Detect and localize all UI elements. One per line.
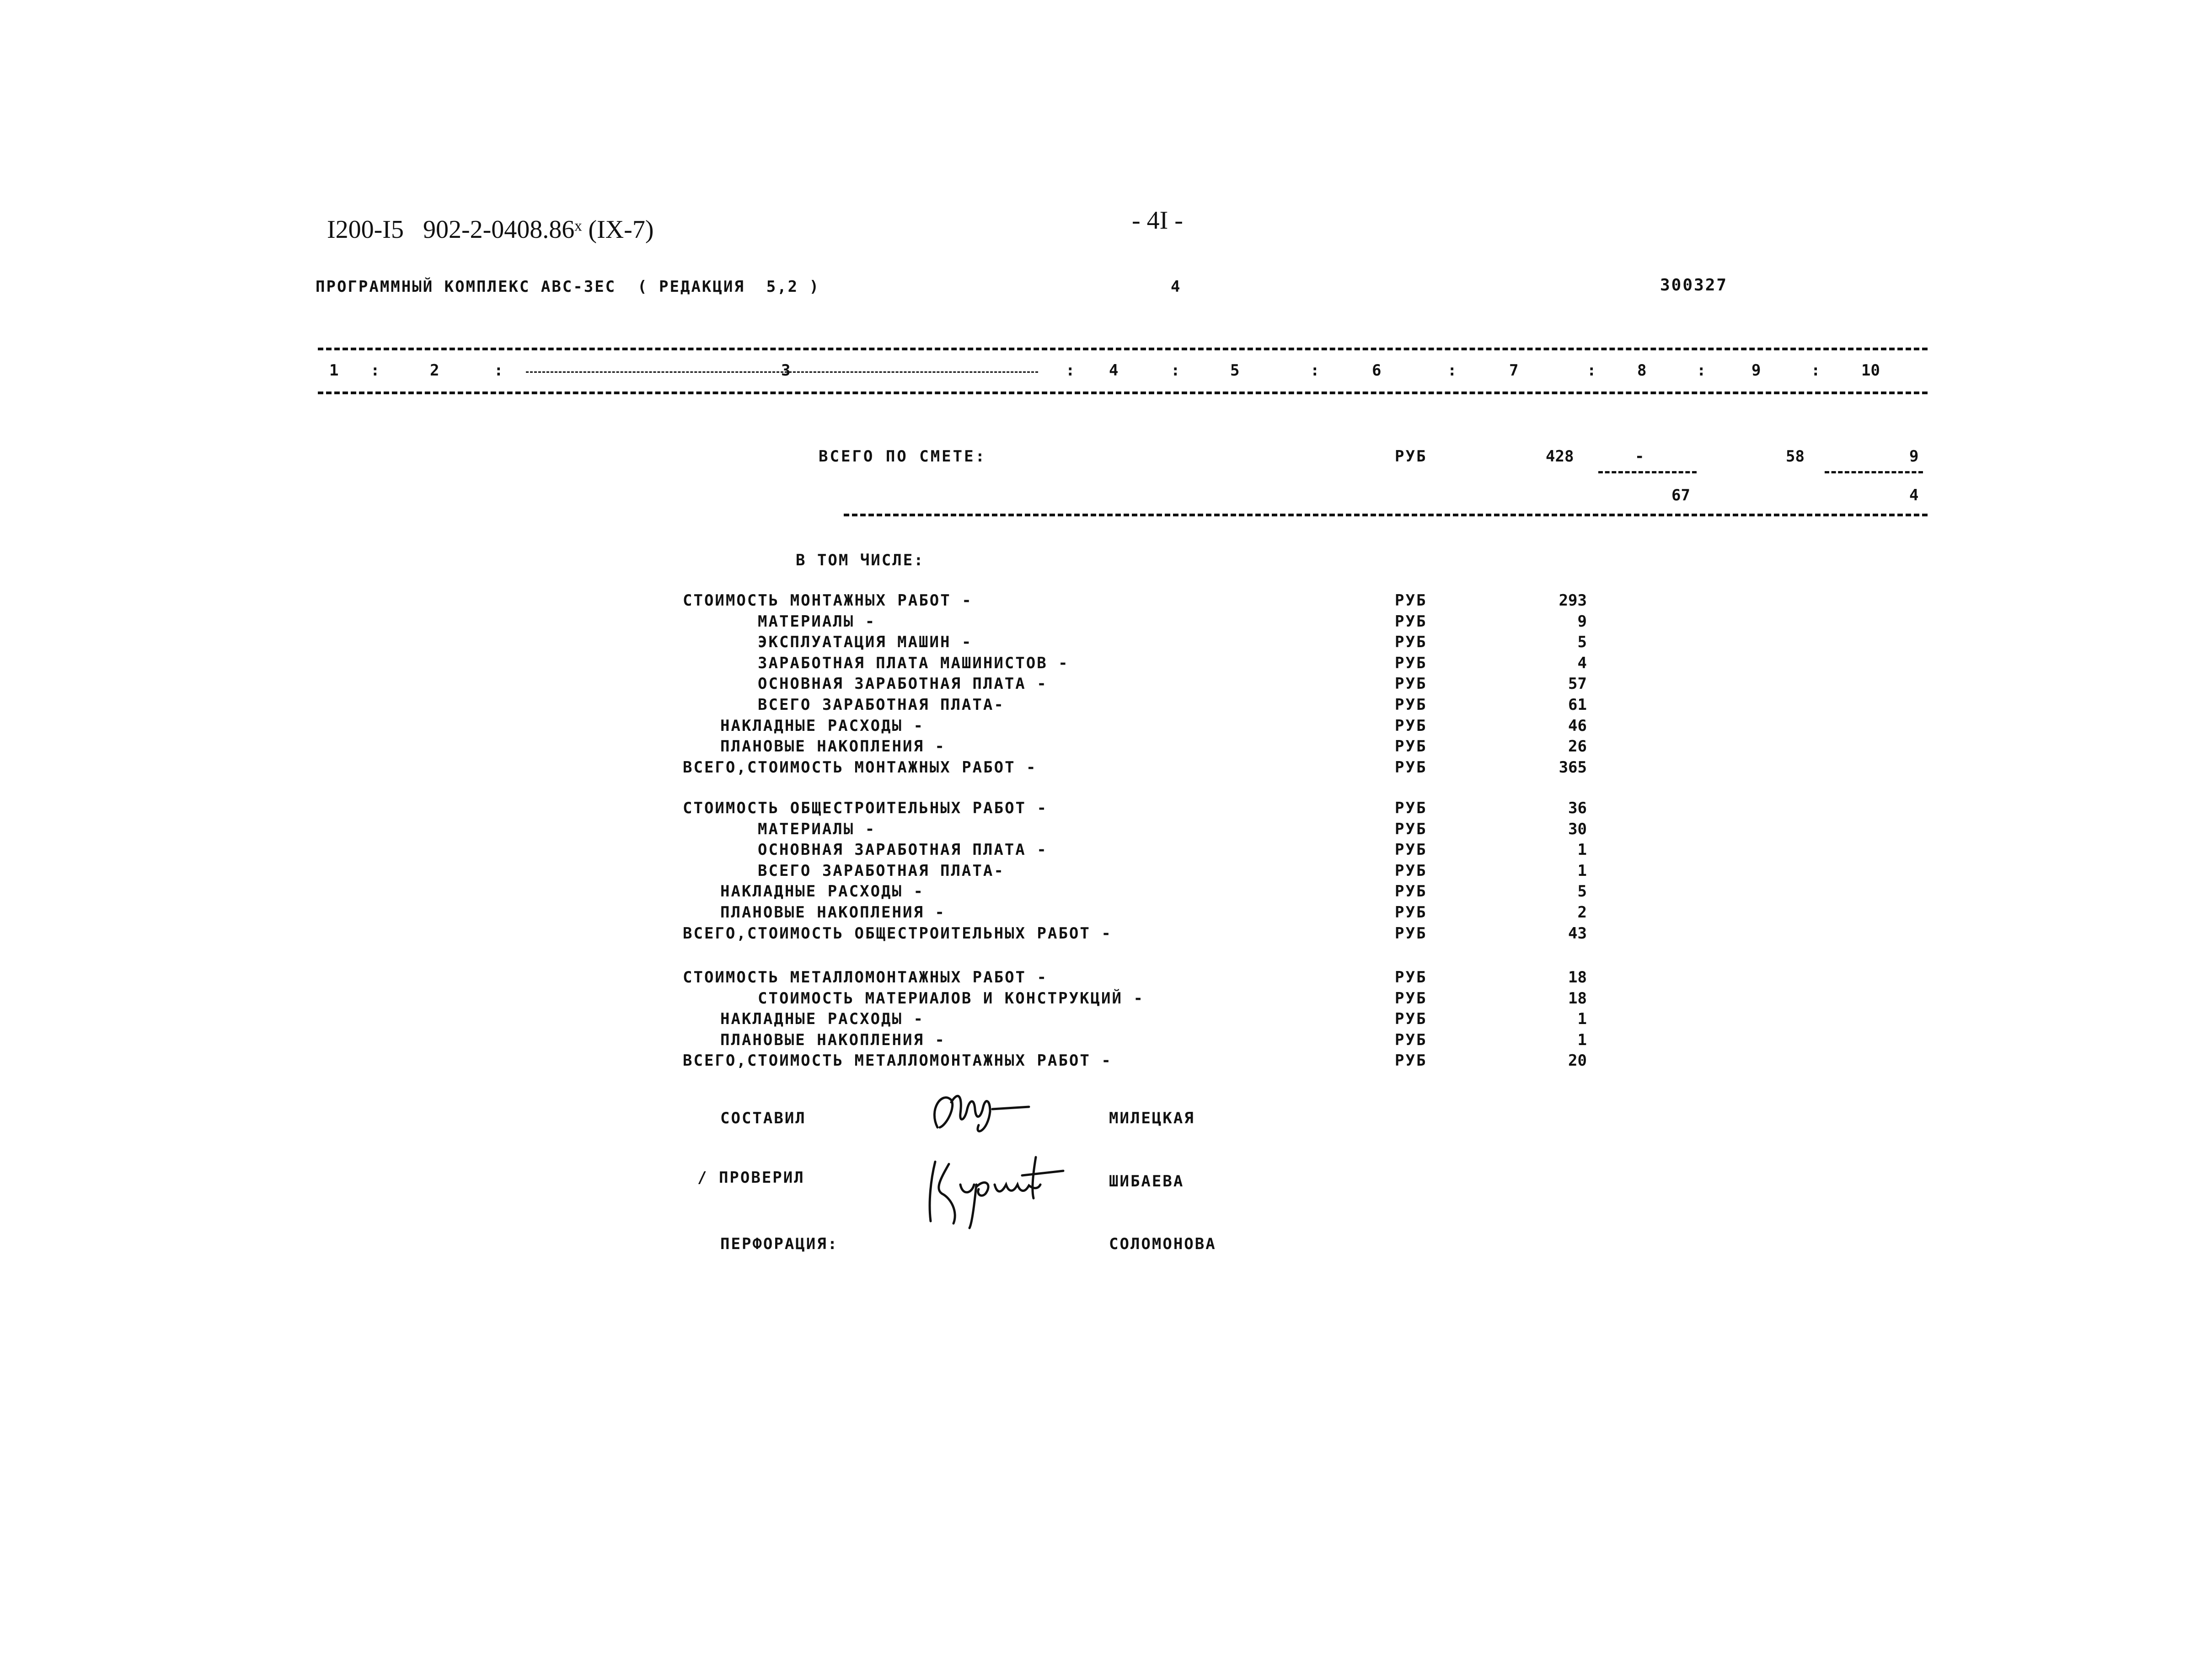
cost-row-unit: РУБ <box>1395 862 1427 880</box>
in-total-label: В ТОМ ЧИСЛЕ: <box>796 551 925 569</box>
cost-row-unit: РУБ <box>1395 989 1427 1008</box>
checked-signature <box>917 1143 1072 1230</box>
column-number: 7 <box>1509 361 1519 380</box>
checked-name: ШИБАЕВА <box>1109 1172 1184 1191</box>
cost-row-value: 57 <box>1568 675 1587 693</box>
checked-label: / ПРОВЕРИЛ <box>697 1169 805 1187</box>
header-bottom-rule <box>318 392 1928 394</box>
program-title: ПРОГРАММНЫЙ КОМПЛЕКС АВС-ЗЕС ( РЕДАКЦИЯ 5,2 ) <box>316 278 820 296</box>
cost-row-label: СТОИМОСТЬ ОБЩЕСТРОИТЕЛЬНЫХ РАБОТ - <box>683 799 1048 817</box>
column-numbers-row <box>320 361 1921 380</box>
cost-row-label: НАКЛАДНЫЕ РАСХОДЫ - <box>720 882 924 901</box>
cost-row-unit: РУБ <box>1395 841 1427 859</box>
column-separator: : <box>1066 361 1075 380</box>
total-unit: РУБ <box>1395 447 1427 466</box>
column-separator: : <box>1310 361 1320 380</box>
perforation-label: ПЕРФОРАЦИЯ: <box>720 1235 839 1253</box>
cost-row-value: 2 <box>1577 903 1587 922</box>
cost-row-unit: РУБ <box>1395 903 1427 922</box>
compiled-signature <box>924 1082 1043 1141</box>
total-col8: - <box>1635 447 1644 466</box>
column-number: 10 <box>1861 361 1880 380</box>
cost-row-unit: РУБ <box>1395 633 1427 651</box>
cost-row-unit: РУБ <box>1395 612 1427 631</box>
cost-row-unit: РУБ <box>1395 717 1427 735</box>
cost-row-unit: РУБ <box>1395 675 1427 693</box>
cost-row-value: 1 <box>1577 1010 1587 1028</box>
cost-row-value: 18 <box>1568 968 1587 987</box>
cost-row-label: СТОИМОСТЬ МОНТАЖНЫХ РАБОТ - <box>683 591 973 610</box>
cost-row-unit: РУБ <box>1395 758 1427 777</box>
cost-row-value: 36 <box>1568 799 1587 817</box>
cost-row-label: ЗАРАБОТНАЯ ПЛАТА МАШИНИСТОВ - <box>758 654 1069 672</box>
subtotal-rule-8 <box>1598 471 1697 473</box>
column-separator: : <box>1171 361 1180 380</box>
cost-row-label: ВСЕГО ЗАРАБОТНАЯ ПЛАТА- <box>758 696 1005 714</box>
program-page-number: 4 <box>1171 278 1180 296</box>
column-separator: : <box>370 361 380 380</box>
cost-row-value: 18 <box>1568 989 1587 1008</box>
cost-row-unit: РУБ <box>1395 799 1427 817</box>
cost-row-value: 1 <box>1577 1031 1587 1049</box>
column-number: 4 <box>1109 361 1119 380</box>
page-number: - 4I - <box>1132 206 1183 235</box>
column-number: 2 <box>430 361 439 380</box>
cost-row-unit: РУБ <box>1395 654 1427 672</box>
program-code: 300327 <box>1660 276 1728 295</box>
cost-row-unit: РУБ <box>1395 968 1427 987</box>
cost-row-value: 5 <box>1577 633 1587 651</box>
column-separator: : <box>1697 361 1706 380</box>
cost-row-value: 46 <box>1568 717 1587 735</box>
cost-row-unit: РУБ <box>1395 820 1427 838</box>
cost-row-label: ВСЕГО,СТОИМОСТЬ МОНТАЖНЫХ РАБОТ - <box>683 758 1037 777</box>
cost-row-unit: РУБ <box>1395 591 1427 610</box>
cost-row-value: 1 <box>1577 862 1587 880</box>
cost-row-label: ОСНОВНАЯ ЗАРАБОТНАЯ ПЛАТА - <box>758 841 1048 859</box>
cost-row-label: ОСНОВНАЯ ЗАРАБОТНАЯ ПЛАТА - <box>758 675 1048 693</box>
compiled-label: СОСТАВИЛ <box>720 1109 806 1127</box>
cost-row-unit: РУБ <box>1395 737 1427 756</box>
header-top-rule <box>318 348 1928 350</box>
document-code: I200-I5 902-2-0408.86ˣ (IX-7) <box>327 215 654 244</box>
cost-row-label: СТОИМОСТЬ МАТЕРИАЛОВ И КОНСТРУКЦИЙ - <box>758 989 1144 1008</box>
column-number: 6 <box>1372 361 1382 380</box>
cost-row-label: МАТЕРИАЛЫ - <box>758 612 876 631</box>
column-number: 8 <box>1637 361 1647 380</box>
cost-row-unit: РУБ <box>1395 1010 1427 1028</box>
cost-row-unit: РУБ <box>1395 924 1427 943</box>
total-bottom-rule <box>844 514 1928 516</box>
total-col9: 58 <box>1786 447 1805 466</box>
cost-row-unit: РУБ <box>1395 1031 1427 1049</box>
cost-row-label: ПЛАНОВЫЕ НАКОПЛЕНИЯ - <box>720 1031 946 1049</box>
cost-row-label: НАКЛАДНЫЕ РАСХОДЫ - <box>720 717 924 735</box>
cost-row-value: 293 <box>1559 591 1587 610</box>
column-separator: : <box>1447 361 1457 380</box>
cost-row-value: 26 <box>1568 737 1587 756</box>
cost-row-value: 365 <box>1559 758 1587 777</box>
cost-row-unit: РУБ <box>1395 1051 1427 1070</box>
cost-row-value: 61 <box>1568 696 1587 714</box>
cost-row-value: 5 <box>1577 882 1587 901</box>
cost-row-label: ВСЕГО,СТОИМОСТЬ ОБЩЕСТРОИТЕЛЬНЫХ РАБОТ - <box>683 924 1112 943</box>
cost-row-value: 20 <box>1568 1051 1587 1070</box>
cost-row-value: 43 <box>1568 924 1587 943</box>
column-separator: : <box>1811 361 1821 380</box>
subtotal-rule-10 <box>1825 471 1923 473</box>
cost-row-unit: РУБ <box>1395 882 1427 901</box>
cost-row-unit: РУБ <box>1395 696 1427 714</box>
cost-row-value: 9 <box>1577 612 1587 631</box>
cost-row-label: СТОИМОСТЬ МЕТАЛЛОМОНТАЖНЫХ РАБОТ - <box>683 968 1048 987</box>
column-number: 1 <box>329 361 339 380</box>
perforation-name: СОЛОМОНОВА <box>1109 1235 1216 1253</box>
column-separator: : <box>494 361 503 380</box>
total-col10: 9 <box>1909 447 1919 466</box>
subtotal-col8: 67 <box>1671 486 1690 504</box>
cost-row-label: ВСЕГО ЗАРАБОТНАЯ ПЛАТА- <box>758 862 1005 880</box>
cost-row-value: 1 <box>1577 841 1587 859</box>
compiled-name: МИЛЕЦКАЯ <box>1109 1109 1195 1127</box>
total-col7: 428 <box>1546 447 1574 466</box>
cost-row-label: ПЛАНОВЫЕ НАКОПЛЕНИЯ - <box>720 737 946 756</box>
column-separator: : <box>1587 361 1596 380</box>
cost-row-label: ВСЕГО,СТОИМОСТЬ МЕТАЛЛОМОНТАЖНЫХ РАБОТ - <box>683 1051 1112 1070</box>
cost-row-value: 4 <box>1577 654 1587 672</box>
column-number: 9 <box>1751 361 1761 380</box>
cost-row-label: ПЛАНОВЫЕ НАКОПЛЕНИЯ - <box>720 903 946 922</box>
column-number: 5 <box>1230 361 1240 380</box>
cost-row-label: МАТЕРИАЛЫ - <box>758 820 876 838</box>
cost-row-label: ЭКСПЛУАТАЦИЯ МАШИН - <box>758 633 973 651</box>
cost-row-value: 30 <box>1568 820 1587 838</box>
column-number: 3 <box>781 361 791 380</box>
subtotal-col10: 4 <box>1909 486 1919 504</box>
total-label: ВСЕГО ПО СМЕТЕ: <box>819 447 987 466</box>
cost-row-label: НАКЛАДНЫЕ РАСХОДЫ - <box>720 1010 924 1028</box>
